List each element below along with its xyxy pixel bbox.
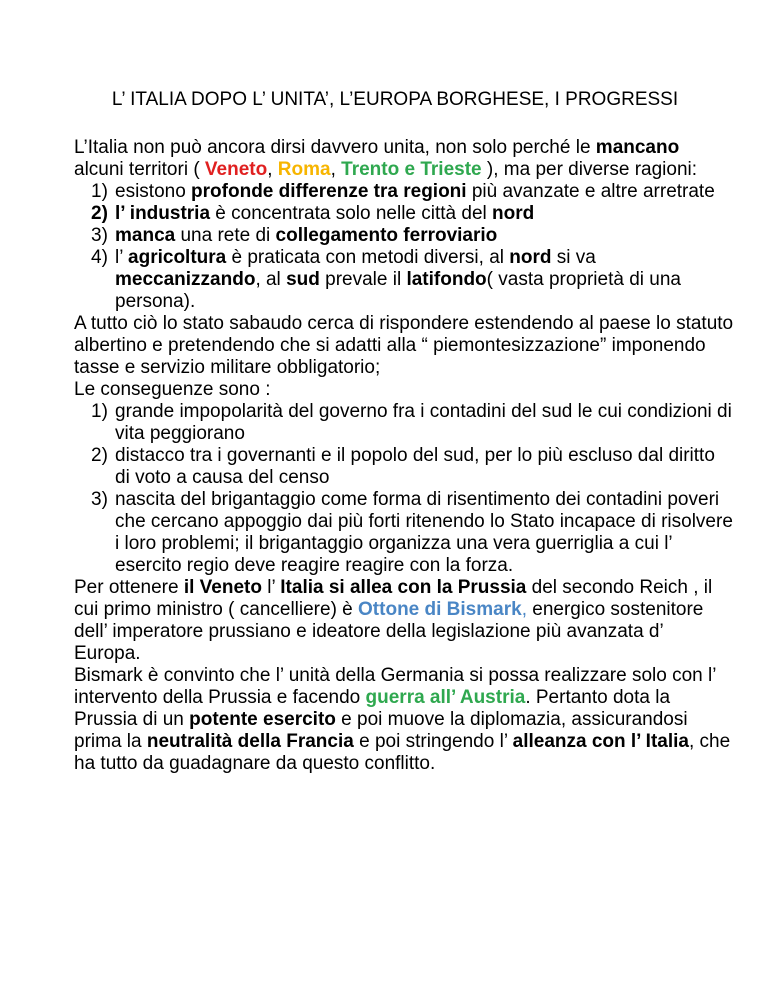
bismark-paragraph xyxy=(74,665,734,775)
item-bold: nord xyxy=(509,247,552,268)
para-bold: potente esercito xyxy=(189,709,336,730)
intro-bold-mancano: mancano xyxy=(595,137,680,158)
item-text: ( vasta proprietà di una persona). xyxy=(115,269,681,312)
highlight-guerra-austria: guerra all’ Austria xyxy=(365,687,526,708)
item-bold: agricoltura xyxy=(128,247,227,268)
document-page xyxy=(74,0,734,775)
intro-separator: , xyxy=(330,159,342,180)
document-title: L’ ITALIA DOPO L’ UNITA’, L’EUROPA BORGHESE, I PROGRESSI xyxy=(111,89,679,110)
para-text: Bismark è convinto che l’ unità della Germania si possa realizzare solo con l’ intervento della Prussia e facendo xyxy=(74,665,716,708)
item-text: l’ xyxy=(115,247,129,268)
para-bold: neutralità della Francia xyxy=(146,731,354,752)
stato-paragraph: A tutto ciò lo stato sabaudo cerca di rispondere estendendo al paese lo statuto albertino e pretendendo che si adatti alla “ piemontesizzazione” imponendo tasse e servizio militare obbligatorio; xyxy=(74,313,734,378)
list-number: 2) xyxy=(91,203,108,224)
para-comma: , xyxy=(521,599,527,620)
territory-roma: Roma xyxy=(277,159,331,180)
item-text: nascita del brigantaggio come forma di risentimento dei contadini poveri che cercano appoggio dai più forti ritenendo lo Stato incapace di risolvere i loro problemi; il brigantaggio organizza una vera guerriglia a cui l’ esercito regio deve reagire reagire con la forza. xyxy=(115,489,733,576)
conseguenze-heading: Le conseguenze sono : xyxy=(74,379,271,400)
item-text: si va xyxy=(551,247,596,268)
list-item xyxy=(74,181,734,203)
list-item xyxy=(74,445,734,489)
intro-text: L’Italia non può ancora dirsi davvero unita, non solo perché le xyxy=(74,137,596,158)
item-bold: latifondo xyxy=(406,269,487,290)
list-number: 2) xyxy=(91,445,108,466)
item-text: è concentrata solo nelle città del xyxy=(210,203,493,224)
item-text: prevale il xyxy=(319,269,407,290)
para-text: e poi stringendo l’ xyxy=(353,731,513,752)
para-bold: il Veneto xyxy=(183,577,262,598)
intro-paragraph xyxy=(74,137,734,181)
list-number: 1) xyxy=(91,181,108,202)
intro-separator: , xyxy=(267,159,278,180)
item-bold: collegamento ferroviario xyxy=(275,225,498,246)
item-text: è praticata con metodi diversi, al xyxy=(226,247,510,268)
item-text: più avanzate e altre arretrate xyxy=(466,181,715,202)
item-bold: l’ industria xyxy=(115,203,211,224)
item-bold: meccanizzando xyxy=(115,269,256,290)
para-text: , che ha tutto da guadagnare da questo conflitto. xyxy=(74,731,731,774)
highlight-ottone-di-bismark: Ottone di Bismark xyxy=(358,599,522,620)
intro-text: ), ma per diverse ragioni: xyxy=(481,159,698,180)
list-number: 3) xyxy=(91,225,108,246)
prussia-paragraph xyxy=(74,577,734,665)
item-bold: sud xyxy=(286,269,320,290)
list-number: 4) xyxy=(91,247,108,268)
list-item xyxy=(74,247,734,313)
item-bold: profonde differenze tra regioni xyxy=(191,181,467,202)
reasons-list xyxy=(74,181,734,313)
list-number: 3) xyxy=(91,489,108,510)
para-text: . Pertanto dota la Prussia di un xyxy=(74,687,671,730)
item-bold: manca xyxy=(115,225,176,246)
item-text: distacco tra i governanti e il popolo del sud, per lo più escluso dal diritto di voto a causa del censo xyxy=(115,445,715,488)
territory-trento-trieste: Trento e Trieste xyxy=(341,159,482,180)
item-text: una rete di xyxy=(175,225,276,246)
para-text: energico sostenitore dell’ imperatore prussiano e ideatore della legislazione più avanzata d’ Europa. xyxy=(74,599,704,664)
item-text: , al xyxy=(255,269,287,290)
conseguenze-list xyxy=(74,401,734,577)
intro-text: alcuni territori ( xyxy=(74,159,205,180)
para-bold: Italia si allea con la Prussia xyxy=(280,577,527,598)
para-text: e poi muove la diplomazia, assicurandosi prima la xyxy=(74,709,688,752)
list-number: 1) xyxy=(91,401,108,422)
item-bold: nord xyxy=(492,203,535,224)
territory-veneto: Veneto xyxy=(204,159,268,180)
list-item xyxy=(74,203,734,225)
list-item xyxy=(74,401,734,445)
list-item xyxy=(74,225,734,247)
list-item xyxy=(74,489,734,577)
para-text: Per ottenere xyxy=(74,577,184,598)
item-text: esistono xyxy=(115,181,192,202)
para-text: del secondo Reich , il cui primo ministro ( cancelliere) è xyxy=(74,577,713,620)
para-text: l’ xyxy=(261,577,281,598)
para-bold: alleanza con l’ Italia xyxy=(512,731,689,752)
item-text: grande impopolarità del governo fra i contadini del sud le cui condizioni di vita peggiorano xyxy=(115,401,732,444)
